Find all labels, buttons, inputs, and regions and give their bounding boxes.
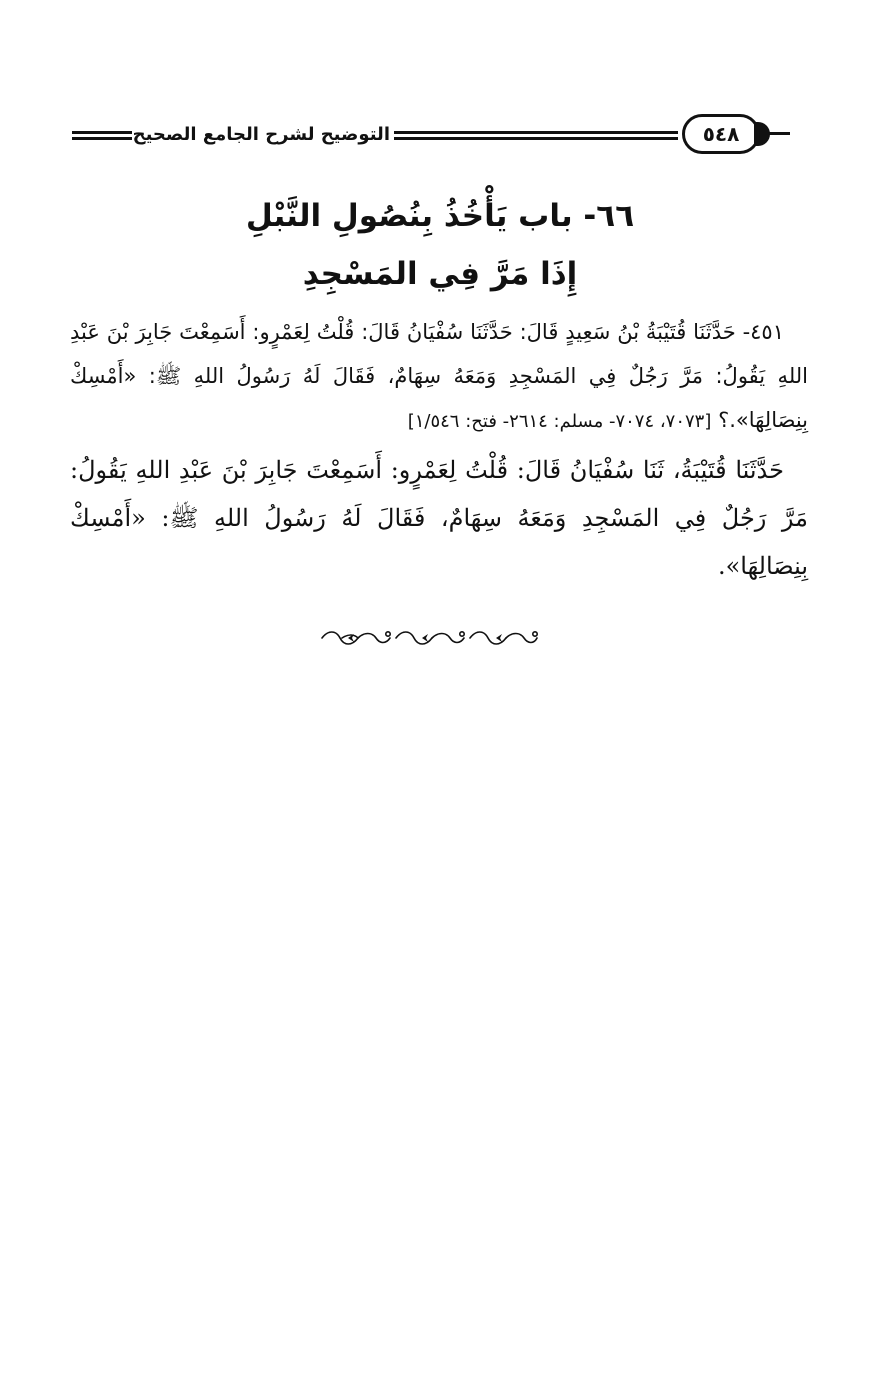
hadith-text: ٤٥١- حَدَّثَنَا قُتَيْبَةُ بْنُ سَعِيدٍ قَالَ: حَدَّثَنَا سُفْيَانُ قَالَ: قُلْتُ لِعَمْرٍو: أَسَمِعْتَ جَابِرَ بْنَ عَبْدِ اللهِ يَقُولُ: مَرَّ رَجُلٌ فِي المَسْجِدِ وَمَعَهُ سِهَامٌ، فَقَالَ لَهُ رَسُولُ اللهِ ﷺ: «أَمْسِكْ بِنِصَالِهَا».؟ (70, 320, 808, 432)
header-rule-middle (394, 131, 678, 140)
running-title: التوضيح لشرح الجامع الصحيح (132, 124, 390, 145)
variant-text: حَدَّثَنَا قُتَيْبَةُ، ثَنَا سُفْيَانُ قَالَ: قُلْتُ لِعَمْرٍو: أَسَمِعْتَ جَابِرَ بْنَ عَبْدِ اللهِ يَقُولُ: مَرَّ رَجُلٌ فِي المَسْجِدِ وَمَعَهُ سِهَامٌ، فَقَالَ لَهُ رَسُولُ اللهِ ﷺ: «أَمْسِكْ بِنِصَالِهَا». (70, 456, 808, 580)
header-rule-left (72, 131, 132, 140)
variant-paragraph (70, 446, 808, 590)
header-rule-right (762, 132, 790, 138)
page-number: ٥٤٨ (682, 114, 760, 154)
chapter-heading-line-1: ٦٦- باب يَأْخُذُ بِنُصُولِ النَّبْلِ (245, 198, 635, 234)
floral-divider-graphic (318, 626, 540, 650)
chapter-heading-line-2: إِذَا مَرَّ فِي المَسْجِدِ (302, 256, 578, 292)
running-header (72, 112, 790, 158)
hadith-paragraph (70, 310, 808, 444)
floral-divider-icon (318, 626, 540, 650)
hadith-references: [٧٠٧٣، ٧٠٧٤- مسلم: ٢٦١٤- فتح: ١/٥٤٦] (407, 411, 712, 432)
